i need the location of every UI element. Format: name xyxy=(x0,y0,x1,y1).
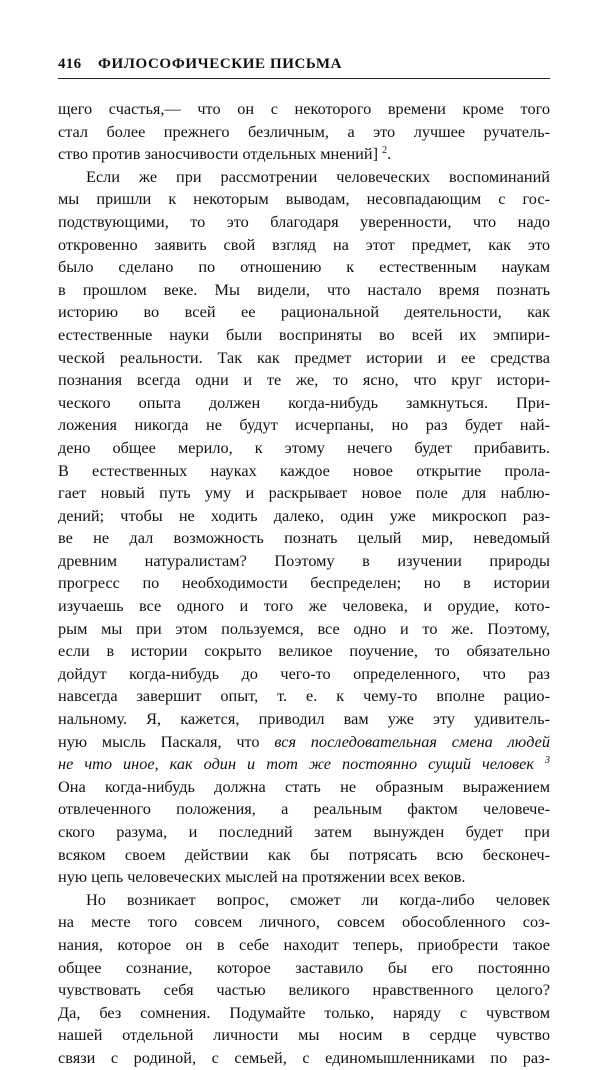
text-line: в прошлом веке. Мы видели, что настало время познать xyxy=(58,279,550,299)
text-line: Она когда-нибудь должна стать не образным выражением xyxy=(58,776,550,796)
text-line: нашей отдельной личности мы носим в сердце чувство xyxy=(58,1025,550,1045)
text-line: подствующими, то это благодаря уверенности, что надо xyxy=(58,211,550,231)
running-title: ФИЛОСОФИЧЕСКИЕ ПИСЬМА xyxy=(98,56,343,72)
text-line: отвлеченного положения, а реальным фактом человече- xyxy=(58,799,550,819)
text-line: дойдут когда-нибудь до чего-то определенного, что раз xyxy=(58,663,550,683)
text-line: Но возникает вопрос, сможет ли когда-либо человек xyxy=(86,889,550,909)
text-line: ную цепь человеческих мыслей на протяжении всех веков. xyxy=(58,867,466,887)
text-run: . xyxy=(387,144,392,164)
text-line: щего счастья,— что он с некоторого времени кроме того xyxy=(58,99,550,118)
text-line: гает новый путь уму и раскрывает новое поле для наблю- xyxy=(58,483,550,503)
text-line: ве не дал возможность познать целый мир, неведомый xyxy=(58,528,550,548)
page-number: 416 xyxy=(58,56,82,72)
text-run: ство против заносчивости отдельных мнений] xyxy=(58,144,379,164)
page-body xyxy=(58,98,550,1070)
text-line: откровенно заявить свой взгляд на этот предмет, как это xyxy=(58,234,550,254)
text-line: было сделано по отношению к естественным наукам xyxy=(58,257,550,277)
pascal-quote-end: не что иное, как один и тот же постоянно сущий человек xyxy=(58,754,534,774)
text-line: познания всегда одни и те же, то ясно, что круг истори- xyxy=(58,370,550,390)
text-line: ского разума, и последний затем вынужден будет при xyxy=(58,822,550,841)
text-line: связи с родиной, с семьей, с единомышленниками по раз- xyxy=(58,1047,550,1067)
pascal-quote-start: вся последовательная смена людей xyxy=(274,731,550,751)
text-line: В естественных науках каждое новое открытие прола- xyxy=(58,460,550,480)
header-rule xyxy=(58,78,550,79)
text-line: естественные науки были восприняты во всей их эмпири- xyxy=(58,324,550,344)
text-line xyxy=(58,143,550,166)
text-line: общее сознание, которое заставило бы его постоянно xyxy=(58,957,550,977)
text-line: навсегда завершит опыт, т. е. к чему-то вполне рацио- xyxy=(58,686,550,706)
paragraph-2 xyxy=(58,166,550,889)
text-line: дено общее мерило, к этому нечего будет прибавить. xyxy=(58,437,550,457)
text-line xyxy=(58,753,550,776)
paragraph-3 xyxy=(58,889,550,1070)
text-line: историю во всей ее рациональной деятельности, как xyxy=(58,302,550,322)
text-line: чувствовать себя частью великого нравственного целого? xyxy=(58,980,550,1000)
text-line: нания, которое он в себе находит теперь, приобрести такое xyxy=(58,934,550,954)
text-line: Если же при рассмотрении человеческих воспоминаний xyxy=(86,166,550,186)
text-line: стал более прежнего безличным, а это лучшее ручатель- xyxy=(58,121,550,141)
text-line: прогресс по необходимости беспределен; но в истории xyxy=(58,573,550,593)
text-line: дений; чтобы не ходить далеко, один уже микроскоп раз- xyxy=(58,505,550,525)
book-page xyxy=(58,48,550,1067)
text-line: изучаешь все одного и того же человека, и орудие, кото- xyxy=(58,596,550,616)
footnote-ref: 2 xyxy=(382,145,388,157)
text-line: если в истории сокрыто великое поучение, то обязательно xyxy=(58,641,550,661)
text-line: всяком своем действии как бы потрясать всю бесконеч- xyxy=(58,844,550,864)
footnote-ref: 3 xyxy=(545,755,550,767)
text-line: древним натуралистам? Поэтому в изучении природы xyxy=(58,550,550,570)
text-line: мы пришли к некоторым выводам, несовпадающим с гос- xyxy=(58,189,550,209)
text-line: Да, без сомнения. Подумайте только, наряду с чувством xyxy=(58,1002,550,1022)
text-line: на месте того совсем личного, совсем обособленного соз- xyxy=(58,912,550,932)
text-line: ческой реальности. Так как предмет истории и ее средства xyxy=(58,347,550,367)
running-header xyxy=(58,48,550,76)
text-line: рым мы при этом пользуемся, все одно и то же. Поэтому, xyxy=(58,618,550,638)
text-line: ческого опыта должен когда-нибудь замкнуться. При- xyxy=(58,392,550,412)
text-run: ную мысль Паскаля, что xyxy=(58,731,260,751)
paragraph-1 xyxy=(58,98,550,166)
text-line xyxy=(58,731,550,754)
text-line: ложения никогда не будут исчерпаны, но раз будет най- xyxy=(58,415,550,435)
text-line: нальному. Я, кажется, приводил вам уже эту удивитель- xyxy=(58,709,550,729)
